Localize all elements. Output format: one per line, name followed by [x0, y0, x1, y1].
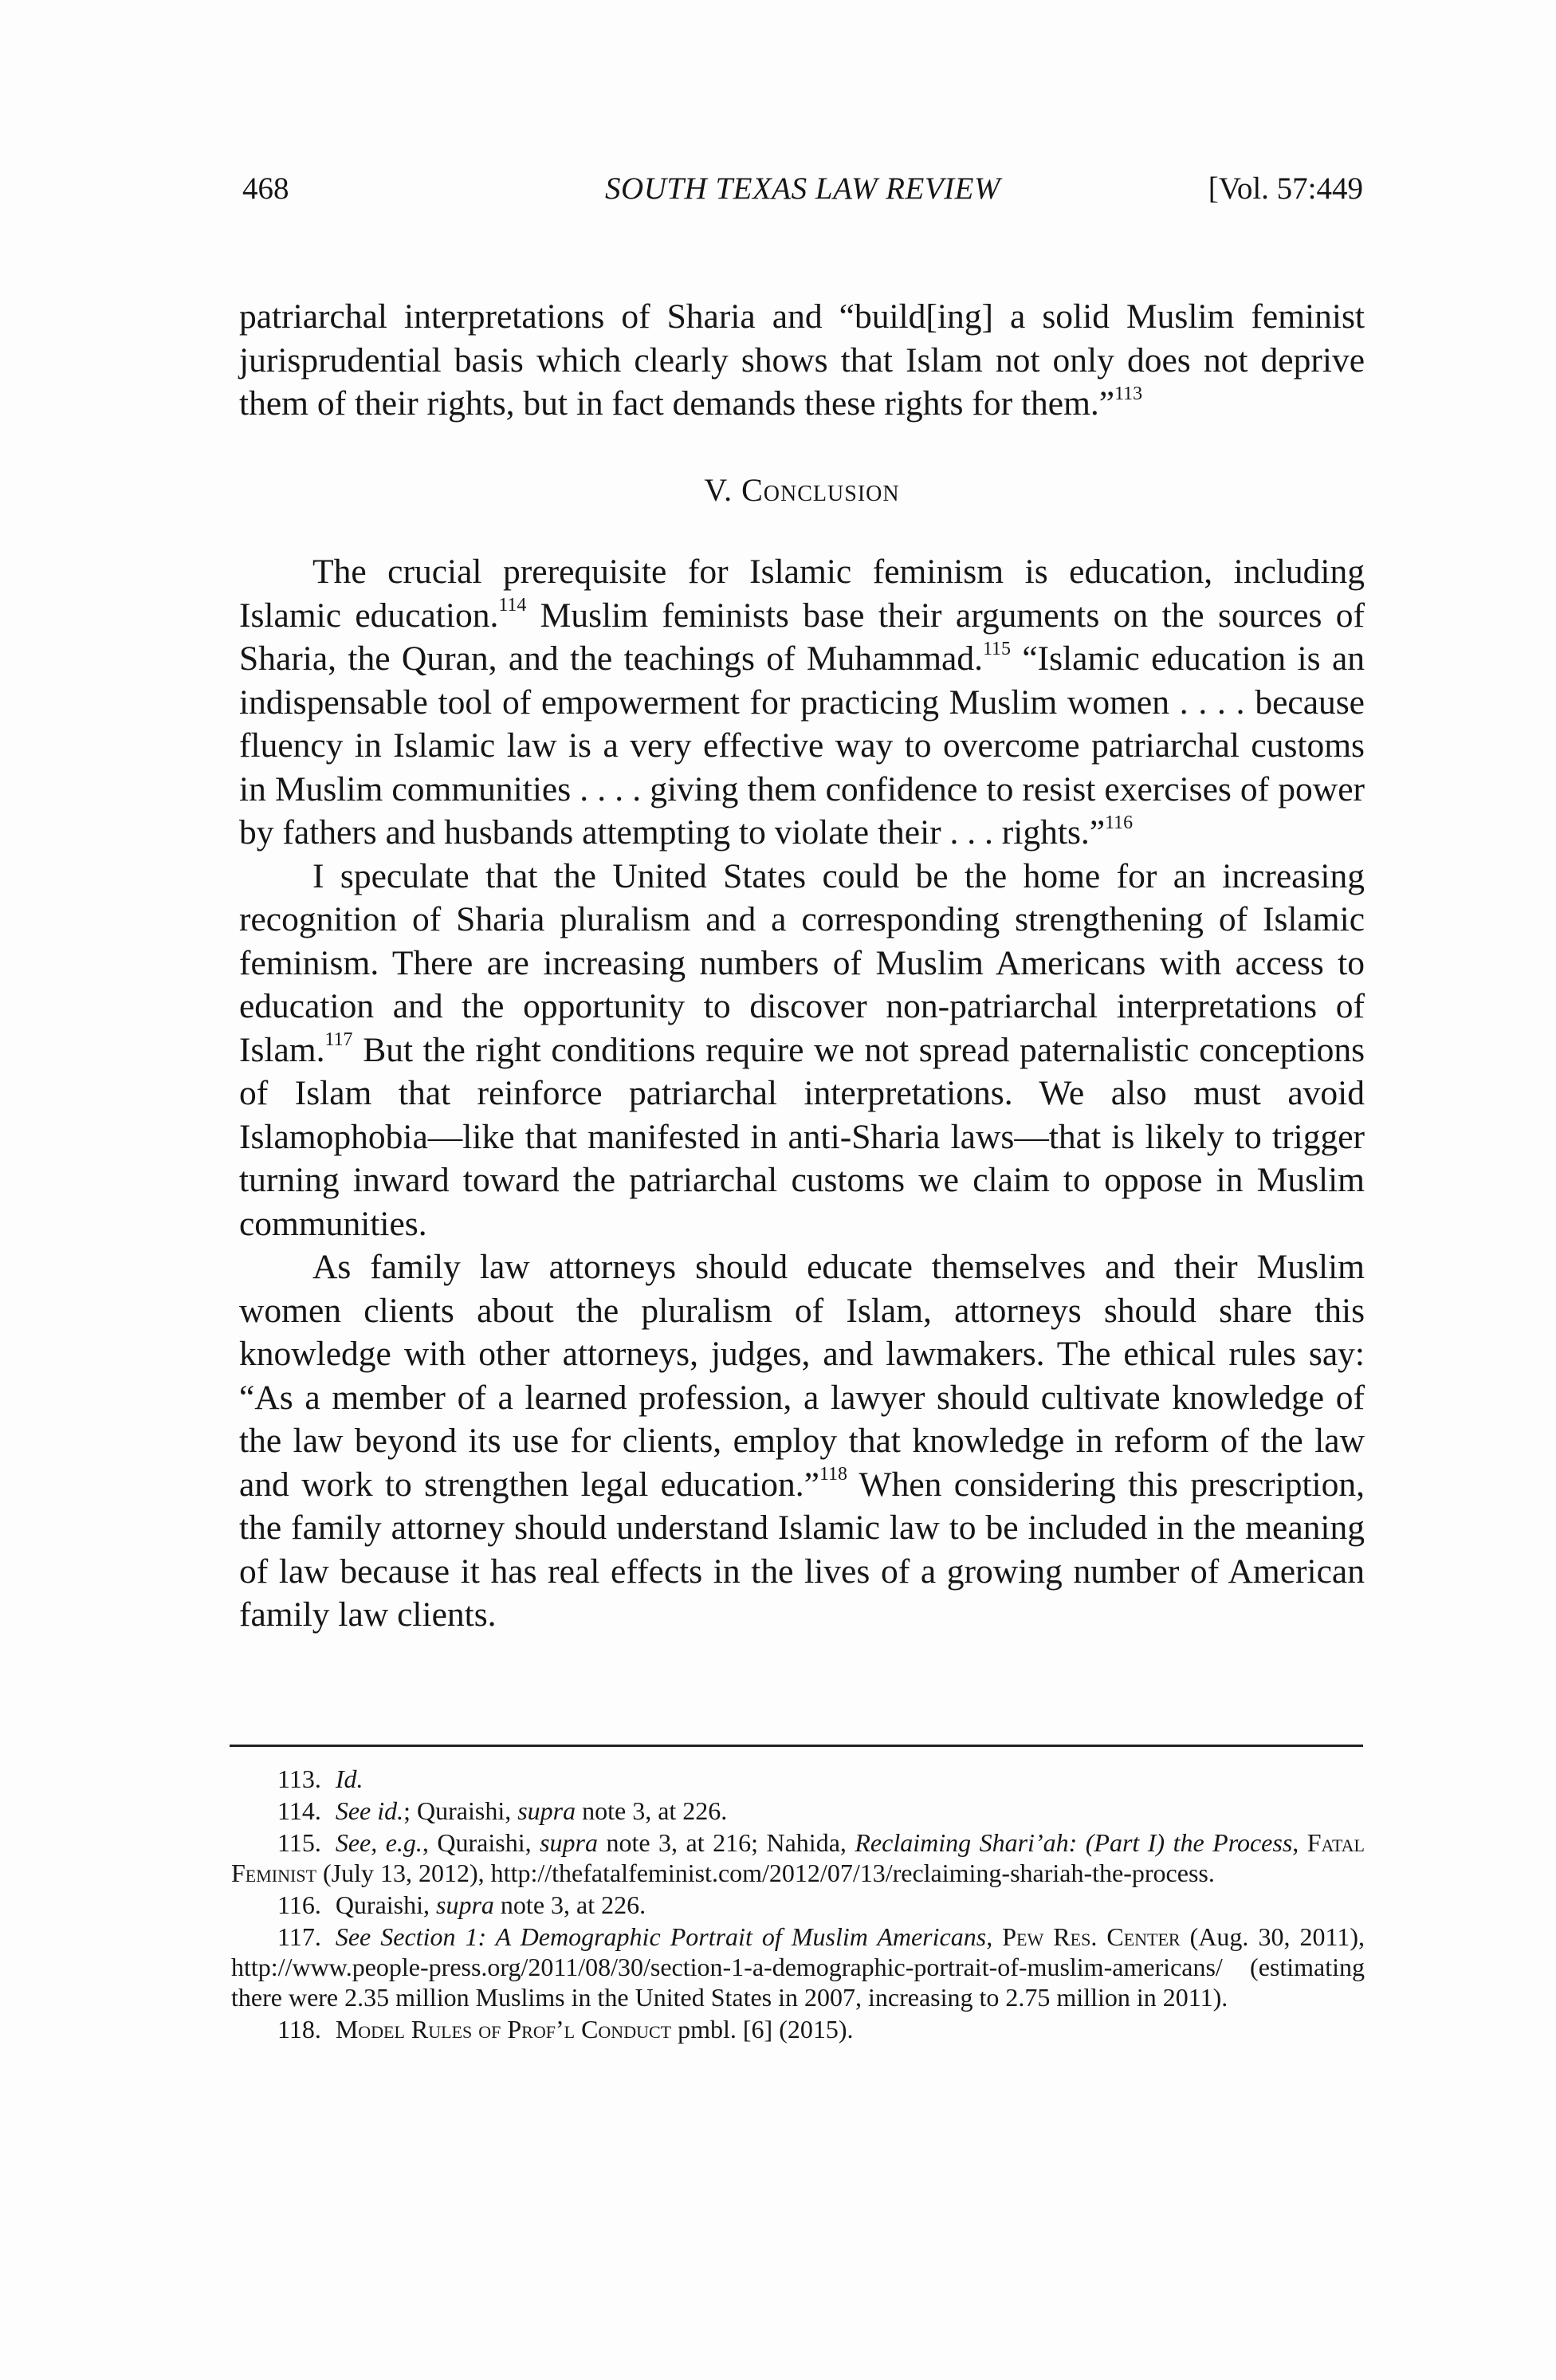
footnote-divider [230, 1745, 1363, 1747]
main-text [239, 295, 1365, 1637]
paragraph-education: The crucial prerequisite for Islamic feminism is education, including Islamic education.$^{114}$ Muslim feminists base their arguments on the sources of Sharia, the Quran, and the teachings of Muhammad.$^{115}$ “Islamic education is an indispensable tool of empowerment for practicing Muslim women . . . . because fluency in Islamic law is a very effective way to overcome patriarchal customs in Muslim communities . . . . giving them confidence to resist exercises of power by fathers and husbands attempting to violate their . . . rights.”$^{116}$ [239, 553, 1365, 852]
footnotes [231, 1764, 1365, 2046]
page-number: 468 [242, 171, 289, 206]
running-header [242, 171, 1363, 218]
footnote-ref-113[interactable]: 113 [1114, 383, 1143, 404]
section-heading: V. Conclusion [704, 471, 900, 508]
paragraph-attorneys: As family law attorneys should educate themselves and their Muslim women clients about the pluralism of Islam, attorneys should share this knowledge with other attorneys, judges, and lawmakers. The ethical rules say: “As a member of a learned profession, a lawyer should cultivate knowledge of the law beyond its use for clients, employ that knowledge in reform of the law and work to strengthen legal education.”$^{118}$ When considering this prescription, the family attorney should understand Islamic law to be included in the meaning of law because it has real effects in the lives of a growing number of American family law clients. [239, 1248, 1365, 1634]
paragraph-speculation: I speculate that the United States could be the home for an increasing recognition of Sharia pluralism and a corresponding strengthening of Islamic feminism. There are increasing numbers of Muslim Americans with access to education and the opportunity to discover non-patriarchal interpretations of Islam.$^{117}$ But the right conditions require we not spread paternalistic conceptions of Islam that reinforce patriarchal interpretations. We also must avoid Islamophobia—like that manifested in anti-Sharia laws—that is likely to trigger turning inward toward the patriarchal customs we claim to oppose in Muslim communities. [239, 856, 1365, 1243]
footnote-ref-117[interactable]: 117 [324, 1029, 353, 1051]
footnote-ref-118[interactable]: 118 [819, 1464, 847, 1485]
footnote-ref-114[interactable]: 114 [498, 595, 527, 616]
footnote-118: 118. Model Rules of Prof’l Conduct pmbl. [6] (2015). [277, 2015, 854, 2044]
paragraph-continuation: patriarchal interpretations of Sharia and “build[ing] a solid Muslim feminist jurisprudential basis which clearly shows that Islam not only does not deprive them of their rights, but in fact demands these rights for them.”$^{113}$ [239, 297, 1365, 423]
footnote-115: 115. See, e.g., Quraishi, supra note 3, at 216; Nahida, Reclaiming Shari’ah: (Part I) the Process, Fatal Feminist (July 13, 2012), http://thefatalfeminist.com/2012/07/13/reclaiming-shariah-the-process. [231, 1828, 1365, 1887]
footnote-ref-115[interactable]: 115 [982, 638, 1011, 659]
journal-title: SOUTH TEXAS LAW REVIEW [605, 171, 1000, 206]
footnote-ref-116[interactable]: 116 [1105, 812, 1134, 833]
footnote-113: 113. Id. [277, 1764, 363, 1793]
footnote-114: 114. See id.; Quraishi, supra note 3, at 226. [277, 1796, 728, 1825]
volume-citation: [Vol. 57:449 [1208, 171, 1363, 206]
footnote-117: 117. See Section 1: A Demographic Portrait of Muslim Americans, Pew Res. Center (Aug. 30, 2011), http://www.people-press.org/2011/08/30/section-1-a-demographic-portrait-of-muslim-americans/ (estimating there were 2.35 million Muslims in the United States in 2007, increasing to 2.75 million in 2011). [231, 1922, 1365, 2012]
footnote-116: 116. Quraishi, supra note 3, at 226. [277, 1890, 646, 1919]
